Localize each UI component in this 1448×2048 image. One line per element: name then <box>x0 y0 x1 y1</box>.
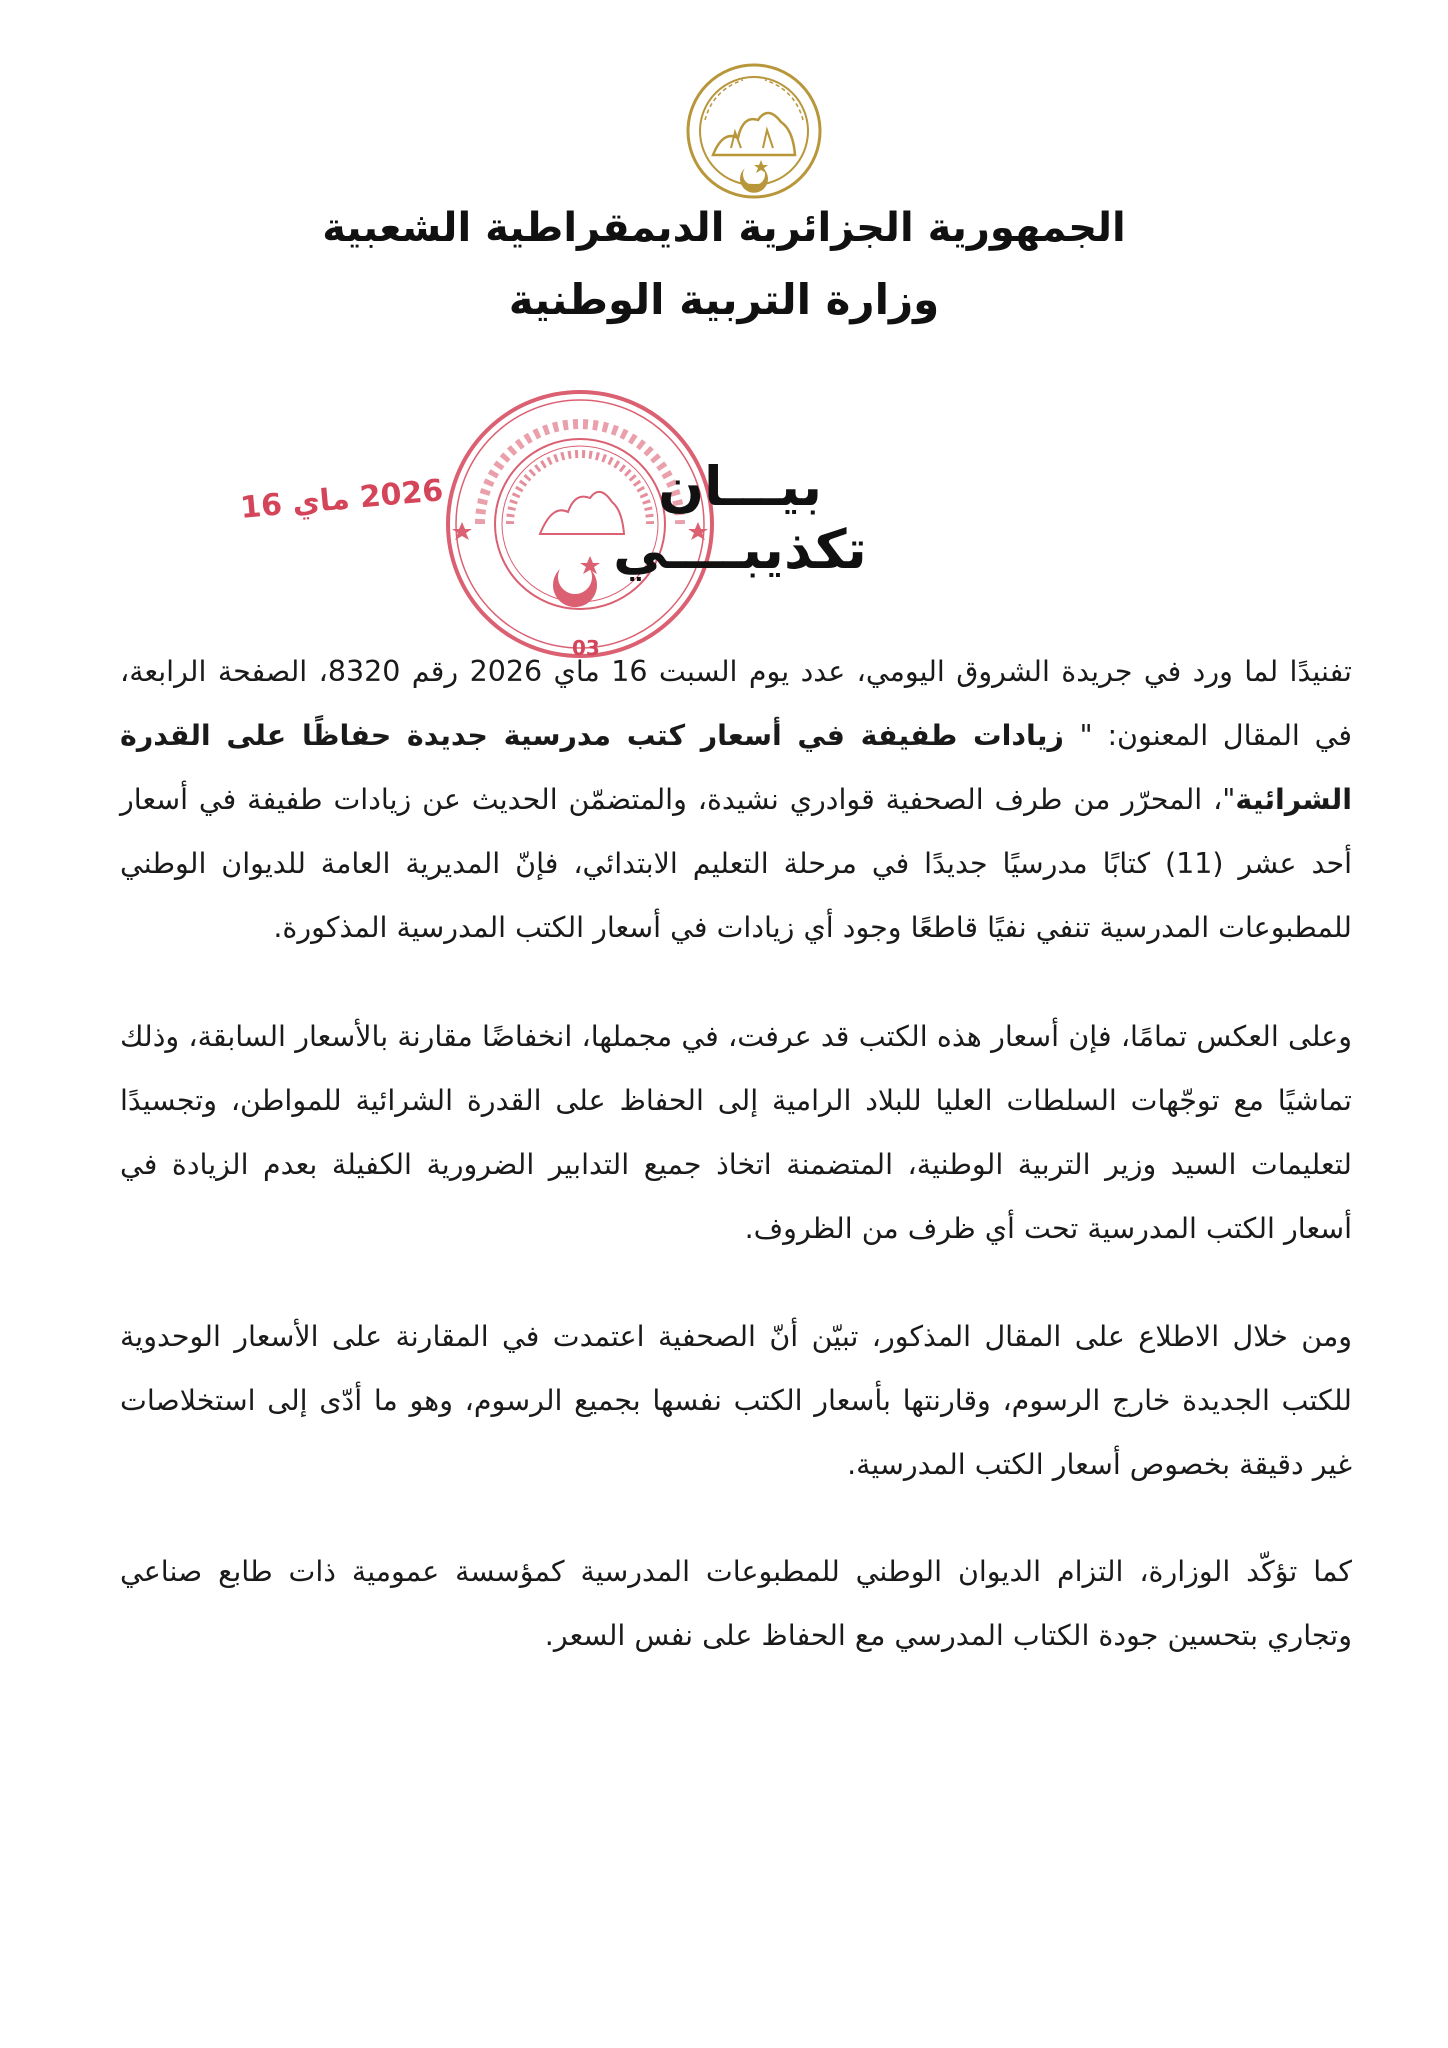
algeria-seal-icon <box>683 60 825 202</box>
paragraph-1 <box>120 640 1352 960</box>
p1-intro: تفنيدًا لما ورد في جريدة الشروق اليومي، عدد يوم السبت 16 ماي 2026 رقم 8320، الصفحة الرابعة، في المقال المعنون: " <box>120 655 1353 752</box>
document-title: بيـــان تكذيبــــي <box>613 455 867 581</box>
paragraph-3: ومن خلال الاطلاع على المقال المذكور، تبيّن أنّ الصحفية اعتمدت في المقارنة على الأسعار الوحدوية للكتب الجديدة خارج الرسوم، وقارنتها بأسعار الكتب نفسها بجميع الرسوم، وهو ما أدّى إلى استخلاصات غير دقيقة بخصوص أسعار الكتب المدرسية. <box>120 1320 1352 1481</box>
paragraph-2: وعلى العكس تمامًا، فإن أسعار هذه الكتب قد عرفت، في مجملها، انخفاضًا مقارنة بالأسعار السابقة، وذلك تماشيًا مع توجّهات السلطات العليا للبلاد الرامية إلى الحفاظ على القدرة الشرائية للمواطن، وتجسيدًا لتعليمات السيد وزير التربية الوطنية، المتضمنة اتخاذ جميع التدابير الضرورية الكفيلة بعدم الزيادة في أسعار الكتب المدرسية تحت أي ظرف من الظروف. <box>120 1020 1352 1245</box>
republic-heading: الجمهورية الجزائرية الديمقراطية الشعبية <box>322 205 1126 251</box>
article-headline: زيادات طفيفة في أسعار كتب مدرسية جديدة حفاظًا على القدرة الشرائية <box>120 719 1352 816</box>
p1-rest: "، المحرّر من طرف الصحفية قوادري نشيدة، والمتضمّن الحديث عن زيادات طفيفة في أسعار أحد عشر (11) كتابًا مدرسيًا جديدًا في مرحلة التعليم الابتدائي، فإنّ المديرية العامة للديوان الوطني للمطبوعات المدرسية تنفي نفيًا قاطعًا وجود أي زيادات في أسعار الكتب المدرسية المذكورة. <box>120 783 1352 944</box>
paragraph-4: كما تؤكّد الوزارة، التزام الديوان الوطني للمطبوعات المدرسية كمؤسسة عمومية ذات طابع صناعي وتجاري بتحسين جودة الكتاب المدرسي مع الحفاظ على نفس السعر. <box>120 1555 1352 1652</box>
ministry-heading: وزارة التربية الوطنية <box>508 275 940 324</box>
date-stamp: 2026 ماي 16 <box>238 473 445 526</box>
stamp-number: 03 <box>572 636 600 660</box>
